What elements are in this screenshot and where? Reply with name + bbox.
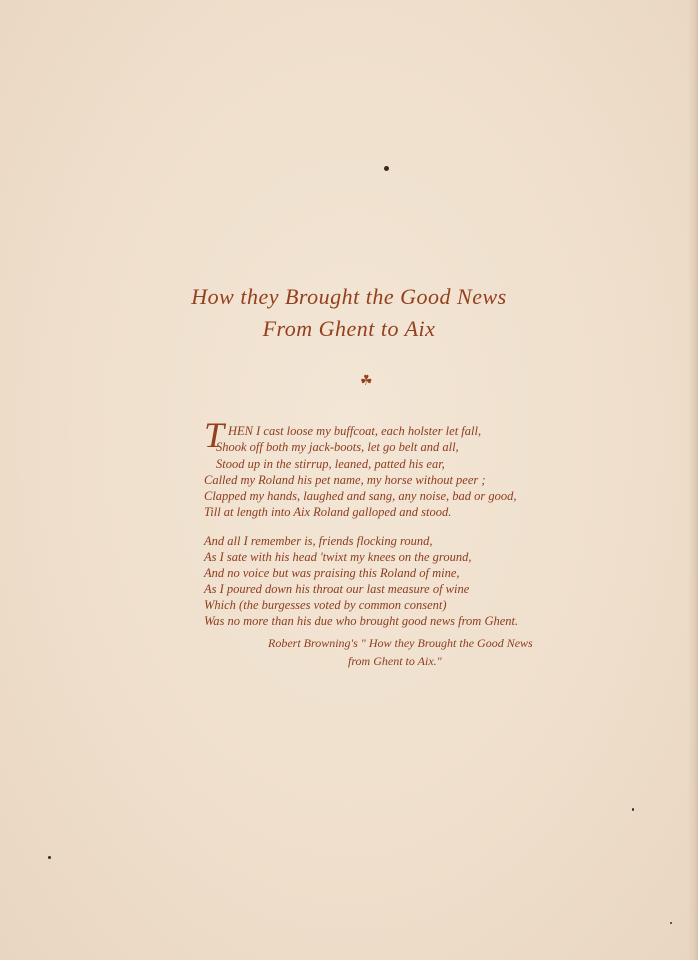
stanza2-line-5: Which (the burgesses voted by common consent) [204,598,447,612]
ink-speck [632,808,634,811]
poem-title-line-2: From Ghent to Aix [262,316,436,341]
stanza1-line-3: Stood up in the stirrup, leaned, patted his ear, [216,457,445,471]
stanza1-line-2: Shook off both my jack-boots, let go belt and all, [216,440,459,454]
stanza2-line-6: Was no more than his due who brought good news from Ghent. [204,614,519,628]
stanza2-line-4: As I poured down his throat our last measure of wine [204,582,470,596]
stanza1-line-4: Called my Roland his pet name, my horse without peer ; [204,473,486,487]
stanza2-line-3: And no voice but was praising this Roland of mine, [204,566,460,580]
clover-ornament-icon: ☘ [360,373,373,389]
attribution-line-1: Robert Browning's " How they Brought the Good News [268,636,533,650]
stanza2-line-1: And all I remember is, friends flocking round, [204,534,433,548]
stanza1-line-1: HEN I cast loose my buffcoat, each holster let fall, [228,424,482,438]
ink-speck [384,166,389,171]
page-edge-shadow [688,0,698,960]
stanza2-line-2: As I sate with his head 'twixt my knees on the ground, [204,550,472,564]
drop-cap: T [204,415,225,455]
poem-title-line-1: How they Brought the Good News [191,284,507,309]
attribution-line-2: from Ghent to Aix." [348,654,442,668]
stanza1-line-6: Till at length into Aix Roland galloped and stood. [204,505,452,519]
stanza1-line-5: Clapped my hands, laughed and sang, any noise, bad or good, [204,489,517,503]
ink-speck [670,922,672,924]
ink-speck [48,856,51,859]
